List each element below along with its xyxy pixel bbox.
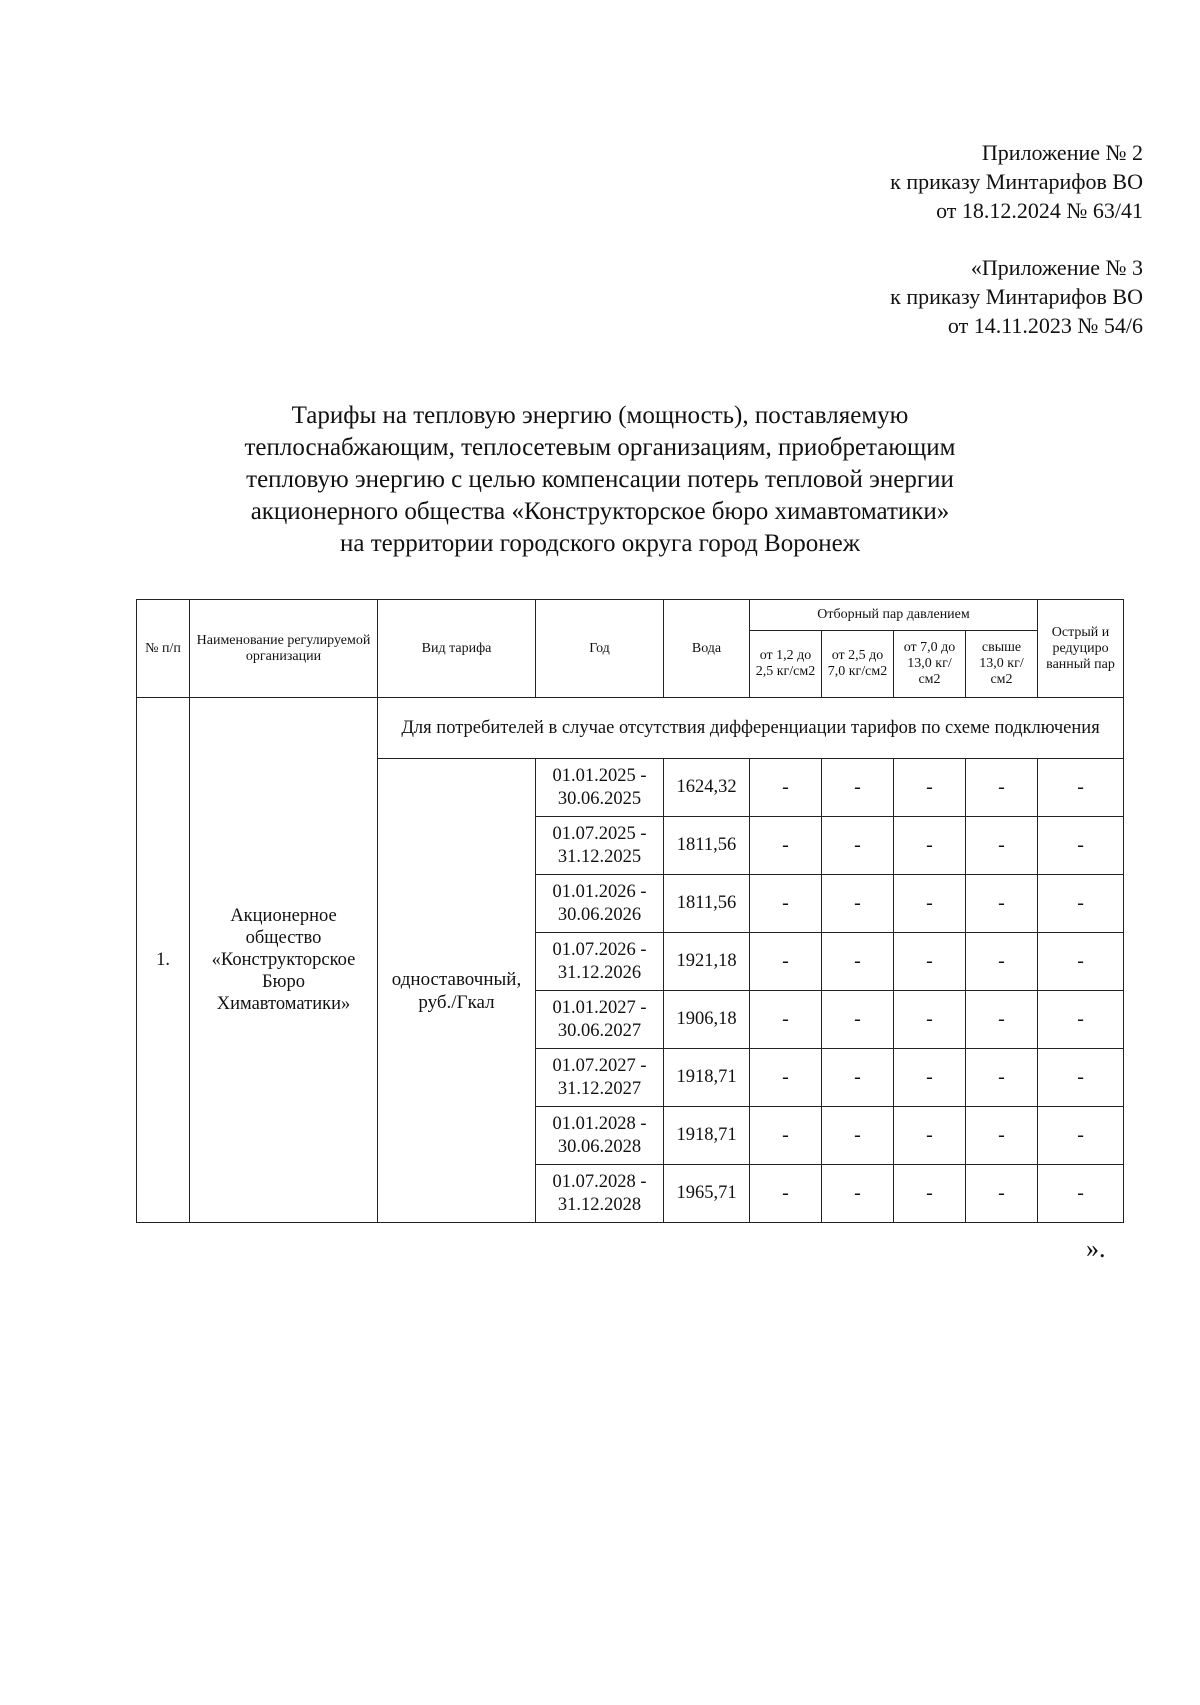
steam-price-sharp: -: [1038, 875, 1124, 933]
header-num: № п/п: [137, 600, 190, 698]
steam-price-s2: -: [822, 817, 894, 875]
steam-price-s3: -: [894, 1165, 966, 1223]
water-price: 1918,71: [664, 1049, 750, 1107]
header-steam-2: от 2,5 до 7,0 кг/см2: [822, 631, 894, 698]
title-line: акционерного общества «Конструкторское бюро химавтоматики»: [250, 498, 950, 525]
steam-price-s3: -: [894, 933, 966, 991]
steam-price-s3: -: [894, 875, 966, 933]
steam-price-sharp: -: [1038, 1165, 1124, 1223]
header-sharp-steam: Острый и редуциро ванный пар: [1038, 600, 1124, 698]
header-year: Год: [536, 600, 664, 698]
period-start: 01.01.2025 -: [552, 765, 647, 786]
steam-price-s1: -: [750, 875, 822, 933]
period-cell: [536, 1049, 664, 1107]
header-steam-4: свыше 13,0 кг/см2: [966, 631, 1038, 698]
appendix-line: «Приложение № 3: [970, 255, 1143, 280]
period-start: 01.01.2027 -: [552, 997, 647, 1018]
steam-price-s1: -: [750, 1049, 822, 1107]
title-line: тепловую энергию с целью компенсации потерь тепловой энергии: [246, 466, 954, 493]
header-water: Вода: [664, 600, 750, 698]
appendix-line: к приказу Минтарифов ВО: [890, 169, 1143, 194]
closing-quote: ».: [1086, 1234, 1106, 1263]
steam-price-s4: -: [966, 1049, 1038, 1107]
document-title: [0, 400, 1200, 560]
tariff-table: [136, 599, 1124, 1223]
steam-price-s3: -: [894, 1049, 966, 1107]
steam-price-s4: -: [966, 1165, 1038, 1223]
steam-price-s1: -: [750, 991, 822, 1049]
steam-price-s4: -: [966, 817, 1038, 875]
steam-price-s3: -: [894, 1107, 966, 1165]
period-cell: [536, 933, 664, 991]
header-steam-1: от 1,2 до 2,5 кг/см2: [750, 631, 822, 698]
steam-price-s2: -: [822, 1049, 894, 1107]
steam-price-s2: -: [822, 1165, 894, 1223]
steam-price-s4: -: [966, 759, 1038, 817]
period-end: 31.12.2027: [557, 1078, 642, 1099]
period-end: 31.12.2028: [557, 1194, 642, 1215]
period-end: 30.06.2028: [557, 1136, 642, 1157]
water-price: 1906,18: [664, 991, 750, 1049]
water-price: 1965,71: [664, 1165, 750, 1223]
period-start: 01.07.2026 -: [552, 939, 647, 960]
period-end: 30.06.2026: [557, 904, 642, 925]
water-price: 1918,71: [664, 1107, 750, 1165]
period-start: 01.01.2026 -: [552, 881, 647, 902]
period-cell: [536, 1165, 664, 1223]
steam-price-s2: -: [822, 1107, 894, 1165]
steam-price-s4: -: [966, 933, 1038, 991]
steam-price-sharp: -: [1038, 759, 1124, 817]
period-start: 01.07.2028 -: [552, 1171, 647, 1192]
period-cell: [536, 759, 664, 817]
title-line: Тарифы на тепловую энергию (мощность), поставляемую: [291, 402, 909, 429]
row-number: 1.: [137, 698, 190, 1223]
tariff-type: одноставочный, руб./Гкал: [378, 759, 536, 1223]
steam-price-s1: -: [750, 759, 822, 817]
header-steam-3: от 7,0 до 13,0 кг/см2: [894, 631, 966, 698]
water-price: 1624,32: [664, 759, 750, 817]
header-org: Наименование регулируемой организации: [190, 600, 378, 698]
steam-price-s3: -: [894, 991, 966, 1049]
appendix-line: к приказу Минтарифов ВО: [890, 284, 1143, 309]
appendix-line: от 18.12.2024 № 63/41: [936, 198, 1143, 223]
steam-price-s1: -: [750, 1107, 822, 1165]
steam-price-s2: -: [822, 875, 894, 933]
steam-price-sharp: -: [1038, 817, 1124, 875]
period-cell: [536, 875, 664, 933]
steam-price-s2: -: [822, 933, 894, 991]
water-price: 1811,56: [664, 817, 750, 875]
steam-price-s3: -: [894, 817, 966, 875]
steam-price-sharp: -: [1038, 1049, 1124, 1107]
section-title: Для потребителей в случае отсутствия дифференциации тарифов по схеме подключения: [378, 698, 1124, 759]
organization-name: Акционерное общество «Конструкторское Бюро Химавтоматики»: [190, 698, 378, 1223]
period-start: 01.07.2027 -: [552, 1055, 647, 1076]
period-end: 30.06.2027: [557, 1020, 642, 1041]
period-cell: [536, 817, 664, 875]
steam-price-s1: -: [750, 933, 822, 991]
title-line: на территории городского округа город Воронеж: [340, 530, 860, 557]
steam-price-sharp: -: [1038, 991, 1124, 1049]
appendix-line: Приложение № 2: [981, 140, 1143, 165]
appendix-line: от 14.11.2023 № 54/6: [947, 313, 1143, 338]
steam-price-s4: -: [966, 875, 1038, 933]
steam-price-s4: -: [966, 991, 1038, 1049]
period-cell: [536, 1107, 664, 1165]
steam-price-s2: -: [822, 759, 894, 817]
steam-price-s4: -: [966, 1107, 1038, 1165]
water-price: 1811,56: [664, 875, 750, 933]
period-start: 01.01.2028 -: [552, 1113, 647, 1134]
steam-price-s1: -: [750, 1165, 822, 1223]
period-end: 30.06.2025: [557, 788, 642, 809]
appendix-header-current: [890, 138, 1143, 225]
header-steam-group: Отборный пар давлением: [750, 600, 1038, 631]
steam-price-s3: -: [894, 759, 966, 817]
period-end: 31.12.2025: [557, 846, 642, 867]
steam-price-s2: -: [822, 991, 894, 1049]
steam-price-sharp: -: [1038, 933, 1124, 991]
period-end: 31.12.2026: [557, 962, 642, 983]
period-start: 01.07.2025 -: [552, 823, 647, 844]
title-line: теплоснабжающим, теплосетевым организациям, приобретающим: [244, 434, 956, 461]
period-cell: [536, 991, 664, 1049]
steam-price-sharp: -: [1038, 1107, 1124, 1165]
appendix-header-amended: [890, 253, 1143, 340]
water-price: 1921,18: [664, 933, 750, 991]
header-tariff-type: Вид тарифа: [378, 600, 536, 698]
steam-price-s1: -: [750, 817, 822, 875]
